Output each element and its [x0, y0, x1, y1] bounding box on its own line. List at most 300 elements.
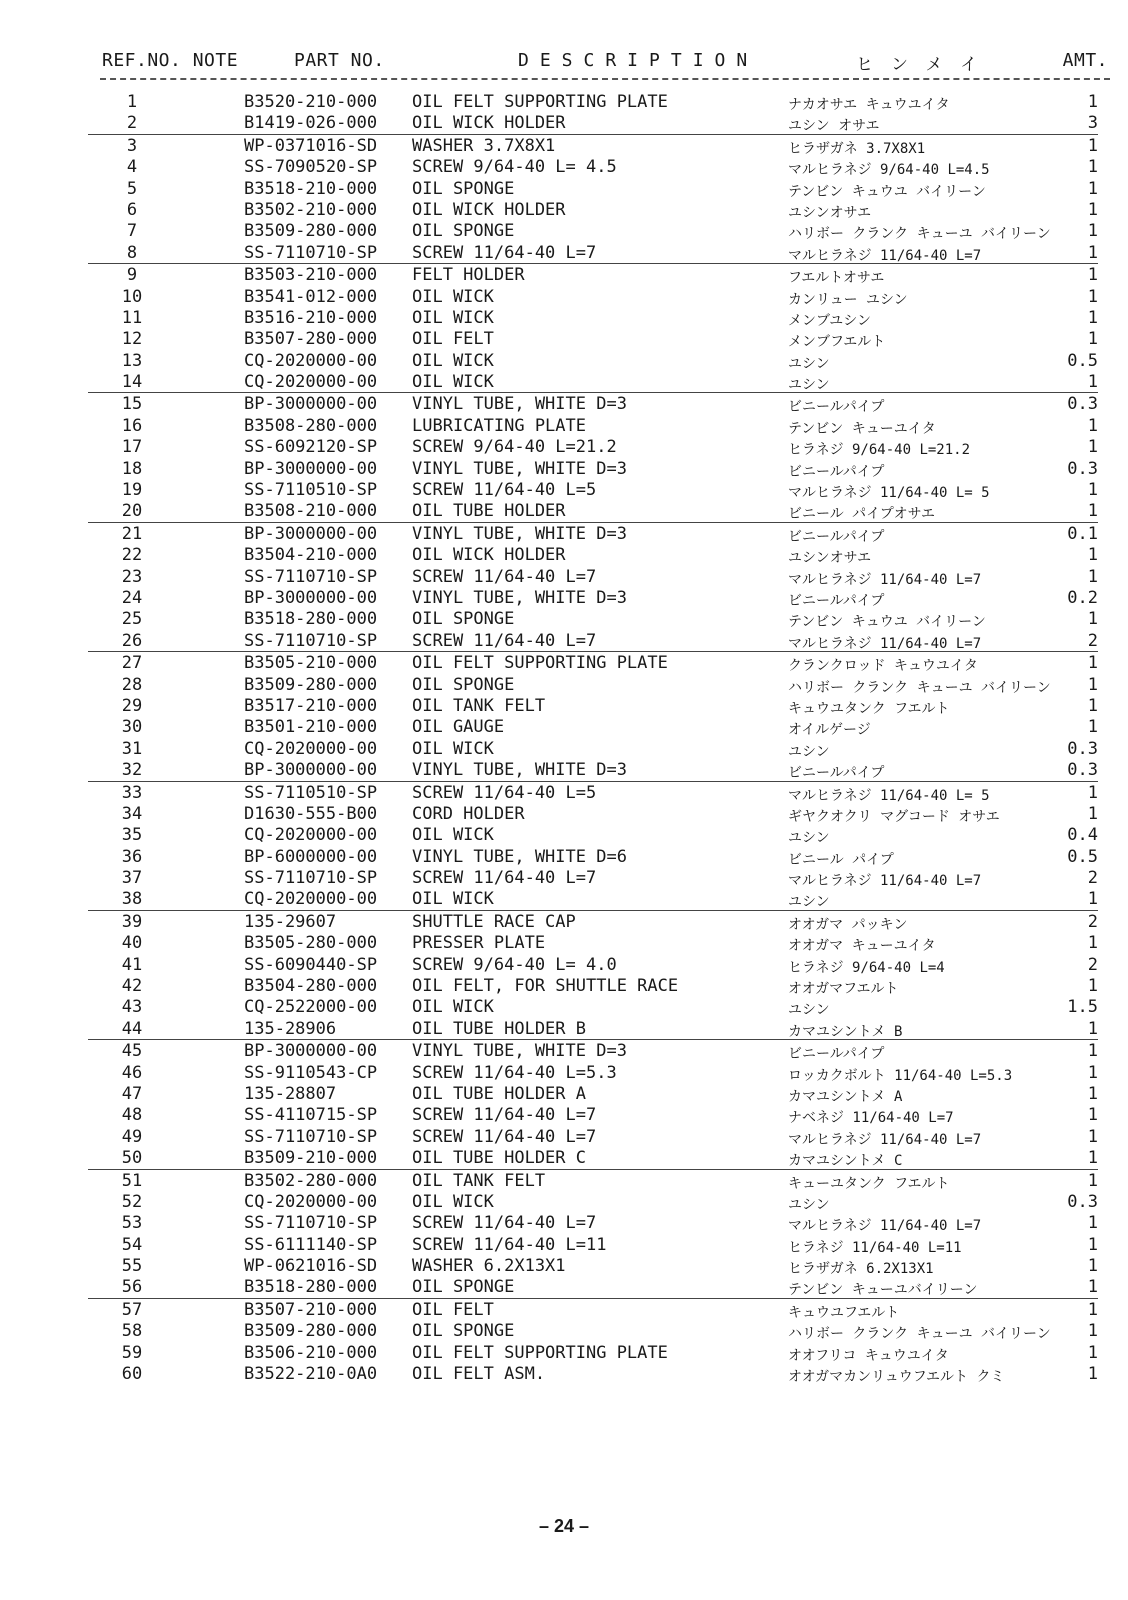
amount-cell: 1	[1087, 1062, 1098, 1083]
description-cell: VINYL TUBE, WHITE D=3	[412, 394, 627, 415]
japanese-name-cell: オオガマ キューユイタ	[788, 938, 936, 955]
table-row	[0, 264, 1128, 285]
table-row	[0, 135, 1128, 156]
ref-no-cell: 45	[121, 1041, 143, 1062]
table-row	[0, 846, 1128, 867]
amount-cell: 1	[1087, 545, 1098, 566]
ref-no-cell: 39	[121, 911, 143, 932]
part-no-cell: B3518-280-000	[244, 609, 378, 630]
part-no-cell: B3516-210-000	[244, 307, 378, 328]
part-no-cell: SS-7110710-SP	[244, 630, 378, 651]
table-row	[88, 759, 1098, 781]
description-cell: OIL TANK FELT	[412, 695, 546, 716]
ref-no-cell: 32	[121, 760, 143, 781]
description-cell: OIL WICK HOLDER	[412, 199, 566, 220]
description-cell: OIL FELT	[412, 329, 494, 350]
header-amount: AMT.	[1062, 50, 1108, 71]
ref-no-cell: 4	[126, 157, 138, 178]
description-cell: OIL SPONGE	[412, 1277, 515, 1298]
amount-cell: 1	[1087, 92, 1098, 112]
description-cell: SCREW 11/64-40 L=5.3	[412, 1062, 617, 1083]
description-cell: SCREW 11/64-40 L=7	[412, 630, 597, 651]
japanese-name-cell: ユシンオサエ	[788, 204, 872, 221]
table-row	[88, 1018, 1098, 1040]
amount-cell: 1	[1087, 437, 1098, 458]
part-no-cell: B3541-012-000	[244, 286, 378, 307]
description-cell: OIL WICK	[412, 738, 494, 759]
description-cell: WASHER 3.7X8X1	[412, 135, 556, 156]
part-no-cell: CQ-2020000-00	[244, 825, 378, 846]
ref-no-cell: 24	[121, 587, 143, 608]
part-no-cell: 135-28906	[244, 1018, 337, 1039]
table-row	[88, 1276, 1098, 1298]
table-row	[0, 286, 1128, 307]
description-cell: SCREW 11/64-40 L=7	[412, 566, 597, 587]
description-cell: OIL WICK HOLDER	[412, 545, 566, 566]
japanese-name-cell: キュウユフエルト	[788, 1304, 900, 1321]
ref-no-cell: 17	[121, 437, 143, 458]
table-row	[0, 782, 1128, 803]
part-no-cell: BP-3000000-00	[244, 587, 378, 608]
description-cell: VINYL TUBE, WHITE D=6	[412, 846, 627, 867]
table-row	[0, 178, 1128, 199]
description-cell: VINYL TUBE, WHITE D=3	[412, 523, 627, 544]
ref-no-cell: 42	[121, 976, 143, 997]
ref-no-cell: 54	[121, 1234, 143, 1255]
amount-cell: 3	[1087, 113, 1098, 134]
table-row	[0, 975, 1128, 996]
description-cell: SCREW 11/64-40 L=7	[412, 1126, 597, 1147]
ref-no-cell: 27	[121, 653, 143, 674]
part-no-cell: BP-3000000-00	[244, 523, 378, 544]
description-cell: OIL FELT SUPPORTING PLATE	[412, 653, 668, 674]
ref-no-cell: 43	[121, 997, 143, 1018]
amount-cell: 0.4	[1067, 825, 1098, 846]
table-row	[0, 1255, 1128, 1276]
ref-no-cell: 10	[121, 286, 143, 307]
table-row	[0, 523, 1128, 544]
header-part-no: PART NO.	[294, 50, 385, 71]
amount-cell: 0.3	[1067, 394, 1098, 415]
description-cell: OIL WICK	[412, 825, 494, 846]
description-cell: SCREW 11/64-40 L=7	[412, 242, 597, 263]
description-cell: SCREW 9/64-40 L= 4.5	[412, 157, 617, 178]
part-no-cell: B3502-280-000	[244, 1170, 378, 1191]
ref-no-cell: 57	[121, 1299, 143, 1320]
japanese-name-cell: カマユシントメ A	[788, 1088, 903, 1105]
part-no-cell: B3522-210-0A0	[244, 1364, 378, 1385]
table-row	[0, 695, 1128, 716]
japanese-name-cell: ロッカクボルト 11/64-40 L=5.3	[788, 1067, 1013, 1084]
description-cell: OIL WICK	[412, 889, 494, 910]
ref-no-cell: 26	[121, 630, 143, 651]
japanese-name-cell: マルヒラネジ 11/64-40 L=7	[788, 873, 982, 890]
header-ref-no: REF.NO.	[102, 50, 182, 71]
table-row	[0, 544, 1128, 565]
table-row	[0, 738, 1128, 759]
table-row	[88, 630, 1098, 652]
ref-no-cell: 16	[121, 415, 143, 436]
table-row	[88, 371, 1098, 393]
part-no-cell: D1630-555-B00	[244, 803, 378, 824]
part-no-cell: SS-7110710-SP	[244, 242, 378, 263]
ref-no-cell: 18	[121, 458, 143, 479]
description-cell: SCREW 11/64-40 L=11	[412, 1234, 607, 1255]
description-cell: PRESSER PLATE	[412, 933, 546, 954]
description-cell: OIL SPONGE	[412, 674, 515, 695]
ref-no-cell: 8	[126, 242, 138, 263]
description-cell: SCREW 11/64-40 L=7	[412, 1105, 597, 1126]
part-no-cell: SS-7110710-SP	[244, 1213, 378, 1234]
amount-cell: 0.5	[1067, 846, 1098, 867]
ref-no-cell: 22	[121, 545, 143, 566]
amount-cell: 1	[1087, 609, 1098, 630]
amount-cell: 0.3	[1067, 760, 1098, 781]
ref-no-cell: 6	[126, 199, 138, 220]
part-no-cell: B1419-026-000	[244, 113, 378, 134]
japanese-name-cell: ビニールパイプ	[788, 528, 885, 545]
description-cell: WASHER 6.2X13X1	[412, 1256, 566, 1277]
header-ref-note	[102, 50, 238, 74]
part-no-cell: B3518-210-000	[244, 178, 378, 199]
japanese-name-cell: ユシン	[788, 1196, 830, 1213]
japanese-name-cell: テンビン キュウユ バイリーン	[788, 614, 986, 631]
part-no-cell: B3509-280-000	[244, 1321, 378, 1342]
part-no-cell: SS-7110710-SP	[244, 1126, 378, 1147]
japanese-name-cell: マルヒラネジ 9/64-40 L=4.5	[788, 162, 990, 179]
japanese-name-cell: マルヒラネジ 11/64-40 L=7	[788, 1131, 982, 1148]
header-japanese-name: ヒンメイ	[856, 55, 996, 75]
ref-no-cell: 1	[126, 92, 138, 112]
part-no-cell: B3508-210-000	[244, 501, 378, 522]
table-row	[0, 1040, 1128, 1061]
ref-no-cell: 37	[121, 868, 143, 889]
part-no-cell: SS-7090520-SP	[244, 157, 378, 178]
amount-cell: 1	[1087, 501, 1098, 522]
amount-cell: 1	[1087, 415, 1098, 436]
japanese-name-cell: ユシン	[788, 894, 830, 911]
ref-no-cell: 44	[121, 1018, 143, 1039]
amount-cell: 1	[1087, 782, 1098, 803]
part-no-cell: CQ-2020000-00	[244, 889, 378, 910]
part-no-cell: B3501-210-000	[244, 717, 378, 738]
japanese-name-cell: テンビン キュウユ バイリーン	[788, 183, 986, 200]
part-no-cell: CQ-2020000-00	[244, 350, 378, 371]
description-cell: VINYL TUBE, WHITE D=3	[412, 458, 627, 479]
amount-cell: 1	[1087, 1105, 1098, 1126]
part-no-cell: B3520-210-000	[244, 92, 378, 112]
part-no-cell: B3509-210-000	[244, 1148, 378, 1169]
part-no-cell: CQ-2020000-00	[244, 372, 378, 393]
part-no-cell: 135-29607	[244, 911, 337, 932]
japanese-name-cell: ナカオサエ キュウユイタ	[788, 97, 950, 113]
japanese-name-cell: カマユシントメ C	[788, 1153, 903, 1170]
table-row	[0, 1104, 1128, 1125]
japanese-name-cell: ユシン	[788, 377, 830, 394]
japanese-name-cell: テンビン キューユバイリーン	[788, 1282, 978, 1299]
amount-cell: 1	[1087, 1148, 1098, 1169]
japanese-name-cell: フエルトオサエ	[788, 270, 885, 287]
table-row	[0, 587, 1128, 608]
japanese-name-cell: カンリュー ユシン	[788, 291, 908, 308]
japanese-name-cell: オオガマ パッキン	[788, 916, 908, 933]
ref-no-cell: 52	[121, 1191, 143, 1212]
description-cell: OIL WICK	[412, 350, 494, 371]
japanese-name-cell: マルヒラネジ 11/64-40 L=7	[788, 571, 982, 588]
parts-table	[0, 91, 1128, 1384]
description-cell: OIL WICK	[412, 997, 494, 1018]
amount-cell: 2	[1087, 954, 1098, 975]
japanese-name-cell: カマユシントメ B	[788, 1023, 903, 1040]
ref-no-cell: 51	[121, 1170, 143, 1191]
table-row	[0, 350, 1128, 371]
amount-cell: 2	[1087, 630, 1098, 651]
japanese-name-cell: ヒラザガネ 6.2X13X1	[788, 1261, 934, 1278]
table-row	[0, 954, 1128, 975]
ref-no-cell: 60	[121, 1364, 143, 1385]
description-cell: OIL FELT SUPPORTING PLATE	[412, 1342, 668, 1363]
table-row	[0, 911, 1128, 932]
amount-cell: 1	[1087, 674, 1098, 695]
japanese-name-cell: ハリボー クランク キューユ バイリーン	[788, 679, 1051, 696]
japanese-name-cell: ユシン	[788, 830, 830, 847]
description-cell: VINYL TUBE, WHITE D=3	[412, 1041, 627, 1062]
part-no-cell: B3509-280-000	[244, 674, 378, 695]
ref-no-cell: 2	[126, 113, 138, 134]
part-no-cell: B3507-210-000	[244, 1299, 378, 1320]
amount-cell: 1	[1087, 933, 1098, 954]
amount-cell: 1	[1087, 889, 1098, 910]
ref-no-cell: 21	[121, 523, 143, 544]
japanese-name-cell: マルヒラネジ 11/64-40 L=7	[788, 635, 982, 652]
table-row	[0, 307, 1128, 328]
table-row	[88, 242, 1098, 264]
japanese-name-cell: マルヒラネジ 11/64-40 L= 5	[788, 787, 990, 804]
part-no-cell: SS-7110510-SP	[244, 480, 378, 501]
ref-no-cell: 15	[121, 394, 143, 415]
amount-cell: 1	[1087, 566, 1098, 587]
japanese-name-cell: ビニールパイプ	[788, 765, 885, 782]
japanese-name-cell: ビニールパイプ	[788, 399, 885, 416]
amount-cell: 1	[1087, 1321, 1098, 1342]
part-no-cell: CQ-2020000-00	[244, 1191, 378, 1212]
table-row	[0, 1363, 1128, 1384]
amount-cell: 1	[1087, 307, 1098, 328]
amount-cell: 0.5	[1067, 350, 1098, 371]
amount-cell: 2	[1087, 868, 1098, 889]
part-no-cell: SS-6092120-SP	[244, 437, 378, 458]
amount-cell: 1	[1087, 1213, 1098, 1234]
table-row	[0, 1191, 1128, 1212]
page-number: – 24 –	[538, 1516, 590, 1536]
part-no-cell: SS-4110715-SP	[244, 1105, 378, 1126]
ref-no-cell: 13	[121, 350, 143, 371]
description-cell: SCREW 11/64-40 L=5	[412, 782, 597, 803]
ref-no-cell: 55	[121, 1256, 143, 1277]
description-cell: LUBRICATING PLATE	[412, 415, 586, 436]
table-row	[0, 1342, 1128, 1363]
ref-no-cell: 20	[121, 501, 143, 522]
description-cell: SCREW 11/64-40 L=7	[412, 1213, 597, 1234]
description-cell: OIL WICK	[412, 372, 494, 393]
amount-cell: 1	[1087, 803, 1098, 824]
part-no-cell: B3504-280-000	[244, 976, 378, 997]
ref-no-cell: 19	[121, 480, 143, 501]
ref-no-cell: 49	[121, 1126, 143, 1147]
japanese-name-cell: ハリボー クランク キューユ バイリーン	[788, 226, 1051, 243]
part-no-cell: B3505-280-000	[244, 933, 378, 954]
header-note: NOTE	[192, 50, 239, 71]
ref-no-cell: 12	[121, 329, 143, 350]
amount-cell: 1	[1087, 1364, 1098, 1385]
japanese-name-cell: キューユタンク フエルト	[788, 1175, 950, 1192]
japanese-name-cell: ヒラネジ 9/64-40 L=21.2	[788, 442, 971, 459]
amount-cell: 0.3	[1067, 458, 1098, 479]
table-row	[0, 1062, 1128, 1083]
amount-cell: 0.2	[1067, 587, 1098, 608]
amount-cell: 1	[1087, 976, 1098, 997]
description-cell: OIL TUBE HOLDER B	[412, 1018, 586, 1039]
japanese-name-cell: ハリボー クランク キューユ バイリーン	[788, 1326, 1051, 1343]
table-row	[0, 1212, 1128, 1233]
part-no-cell: CQ-2020000-00	[244, 738, 378, 759]
japanese-name-cell: オオフリコ キュウユイタ	[788, 1347, 949, 1364]
table-row	[0, 1320, 1128, 1341]
table-row	[0, 1126, 1128, 1147]
part-no-cell: B3509-280-000	[244, 221, 378, 242]
description-cell: SHUTTLE RACE CAP	[412, 911, 576, 932]
japanese-name-cell: ユシン	[788, 1002, 830, 1019]
table-row	[0, 156, 1128, 177]
japanese-name-cell: クランクロッド キュウユイタ	[788, 658, 978, 675]
ref-no-cell: 25	[121, 609, 143, 630]
amount-cell: 1	[1087, 286, 1098, 307]
table-row	[0, 867, 1128, 888]
part-no-cell: SS-6111140-SP	[244, 1234, 378, 1255]
japanese-name-cell: キュウユタンク フエルト	[788, 700, 950, 717]
part-no-cell: B3503-210-000	[244, 265, 378, 286]
description-cell: OIL SPONGE	[412, 221, 515, 242]
part-no-cell: SS-7110710-SP	[244, 566, 378, 587]
ref-no-cell: 9	[126, 265, 138, 286]
japanese-name-cell: ヒラネジ 9/64-40 L=4	[788, 959, 945, 976]
part-no-cell: WP-0621016-SD	[244, 1256, 378, 1277]
header-divider	[100, 78, 1110, 80]
japanese-name-cell: ヒラネジ 11/64-40 L=11	[788, 1239, 962, 1256]
part-no-cell: B3507-280-000	[244, 329, 378, 350]
amount-cell: 1	[1087, 1234, 1098, 1255]
ref-no-cell: 53	[121, 1213, 143, 1234]
amount-cell: 1	[1087, 1256, 1098, 1277]
amount-cell: 1	[1087, 329, 1098, 350]
part-no-cell: B3508-280-000	[244, 415, 378, 436]
description-cell: OIL GAUGE	[412, 717, 505, 738]
amount-cell: 0.1	[1067, 523, 1098, 544]
description-cell: SCREW 9/64-40 L=21.2	[412, 437, 617, 458]
description-cell: OIL SPONGE	[412, 1321, 515, 1342]
ref-no-cell: 59	[121, 1342, 143, 1363]
description-cell: OIL FELT SUPPORTING PLATE	[412, 92, 668, 112]
ref-no-cell: 48	[121, 1105, 143, 1126]
ref-no-cell: 30	[121, 717, 143, 738]
part-no-cell: BP-3000000-00	[244, 760, 378, 781]
table-row	[0, 415, 1128, 436]
japanese-name-cell: マルヒラネジ 11/64-40 L=7	[788, 1218, 982, 1235]
table-row	[88, 1147, 1098, 1169]
japanese-name-cell: ビニールパイプ	[788, 463, 885, 480]
description-cell: SCREW 9/64-40 L= 4.0	[412, 954, 617, 975]
part-no-cell: SS-7110710-SP	[244, 868, 378, 889]
ref-no-cell: 36	[121, 846, 143, 867]
table-row	[0, 1299, 1128, 1320]
part-no-cell: BP-3000000-00	[244, 458, 378, 479]
table-row	[0, 393, 1128, 414]
ref-no-cell: 34	[121, 803, 143, 824]
table-row	[0, 566, 1128, 587]
table-row	[0, 436, 1128, 457]
amount-cell: 1	[1087, 157, 1098, 178]
japanese-name-cell: テンビン キューユイタ	[788, 420, 936, 437]
part-no-cell: CQ-2522000-00	[244, 997, 378, 1018]
amount-cell: 1	[1087, 1083, 1098, 1104]
amount-cell: 1	[1087, 1299, 1098, 1320]
description-cell: OIL FELT, FOR SHUTTLE RACE	[412, 976, 679, 997]
table-row	[0, 803, 1128, 824]
description-cell: OIL TUBE HOLDER	[412, 501, 566, 522]
japanese-name-cell: ユシン	[788, 743, 830, 760]
table-row	[0, 91, 1128, 112]
japanese-name-cell: ユシン オサエ	[788, 118, 880, 135]
japanese-name-cell: ビニール パイプ	[788, 851, 894, 868]
table-row	[0, 996, 1128, 1017]
amount-cell: 1	[1087, 178, 1098, 199]
ref-no-cell: 7	[126, 221, 138, 242]
ref-no-cell: 41	[121, 954, 143, 975]
part-no-cell: BP-3000000-00	[244, 394, 378, 415]
part-no-cell: B3505-210-000	[244, 653, 378, 674]
description-cell: VINYL TUBE, WHITE D=3	[412, 760, 627, 781]
amount-cell: 1	[1087, 1018, 1098, 1039]
amount-cell: 2	[1087, 911, 1098, 932]
amount-cell: 1	[1087, 717, 1098, 738]
amount-cell: 1	[1087, 480, 1098, 501]
amount-cell: 1	[1087, 242, 1098, 263]
amount-cell: 1	[1087, 1342, 1098, 1363]
japanese-name-cell: ユシンオサエ	[788, 550, 872, 567]
part-no-cell: BP-3000000-00	[244, 1041, 378, 1062]
part-no-cell: B3502-210-000	[244, 199, 378, 220]
ref-no-cell: 28	[121, 674, 143, 695]
table-row	[88, 888, 1098, 910]
japanese-name-cell: ユシン	[788, 355, 830, 372]
ref-no-cell: 31	[121, 738, 143, 759]
ref-no-cell: 40	[121, 933, 143, 954]
description-cell: FELT HOLDER	[412, 265, 525, 286]
japanese-name-cell: オオガマフエルト	[788, 981, 899, 998]
table-row	[0, 824, 1128, 845]
ref-no-cell: 23	[121, 566, 143, 587]
amount-cell: 1	[1087, 265, 1098, 286]
header-description: DESCRIPTION	[518, 50, 759, 71]
table-row	[0, 1234, 1128, 1255]
table-row	[0, 1170, 1128, 1191]
ref-no-cell: 11	[121, 307, 143, 328]
part-no-cell: SS-6090440-SP	[244, 954, 378, 975]
amount-cell: 1	[1087, 1277, 1098, 1298]
japanese-name-cell: ヒラザガネ 3.7X8X1	[788, 140, 926, 157]
table-row	[0, 716, 1128, 737]
part-no-cell: B3517-210-000	[244, 695, 378, 716]
